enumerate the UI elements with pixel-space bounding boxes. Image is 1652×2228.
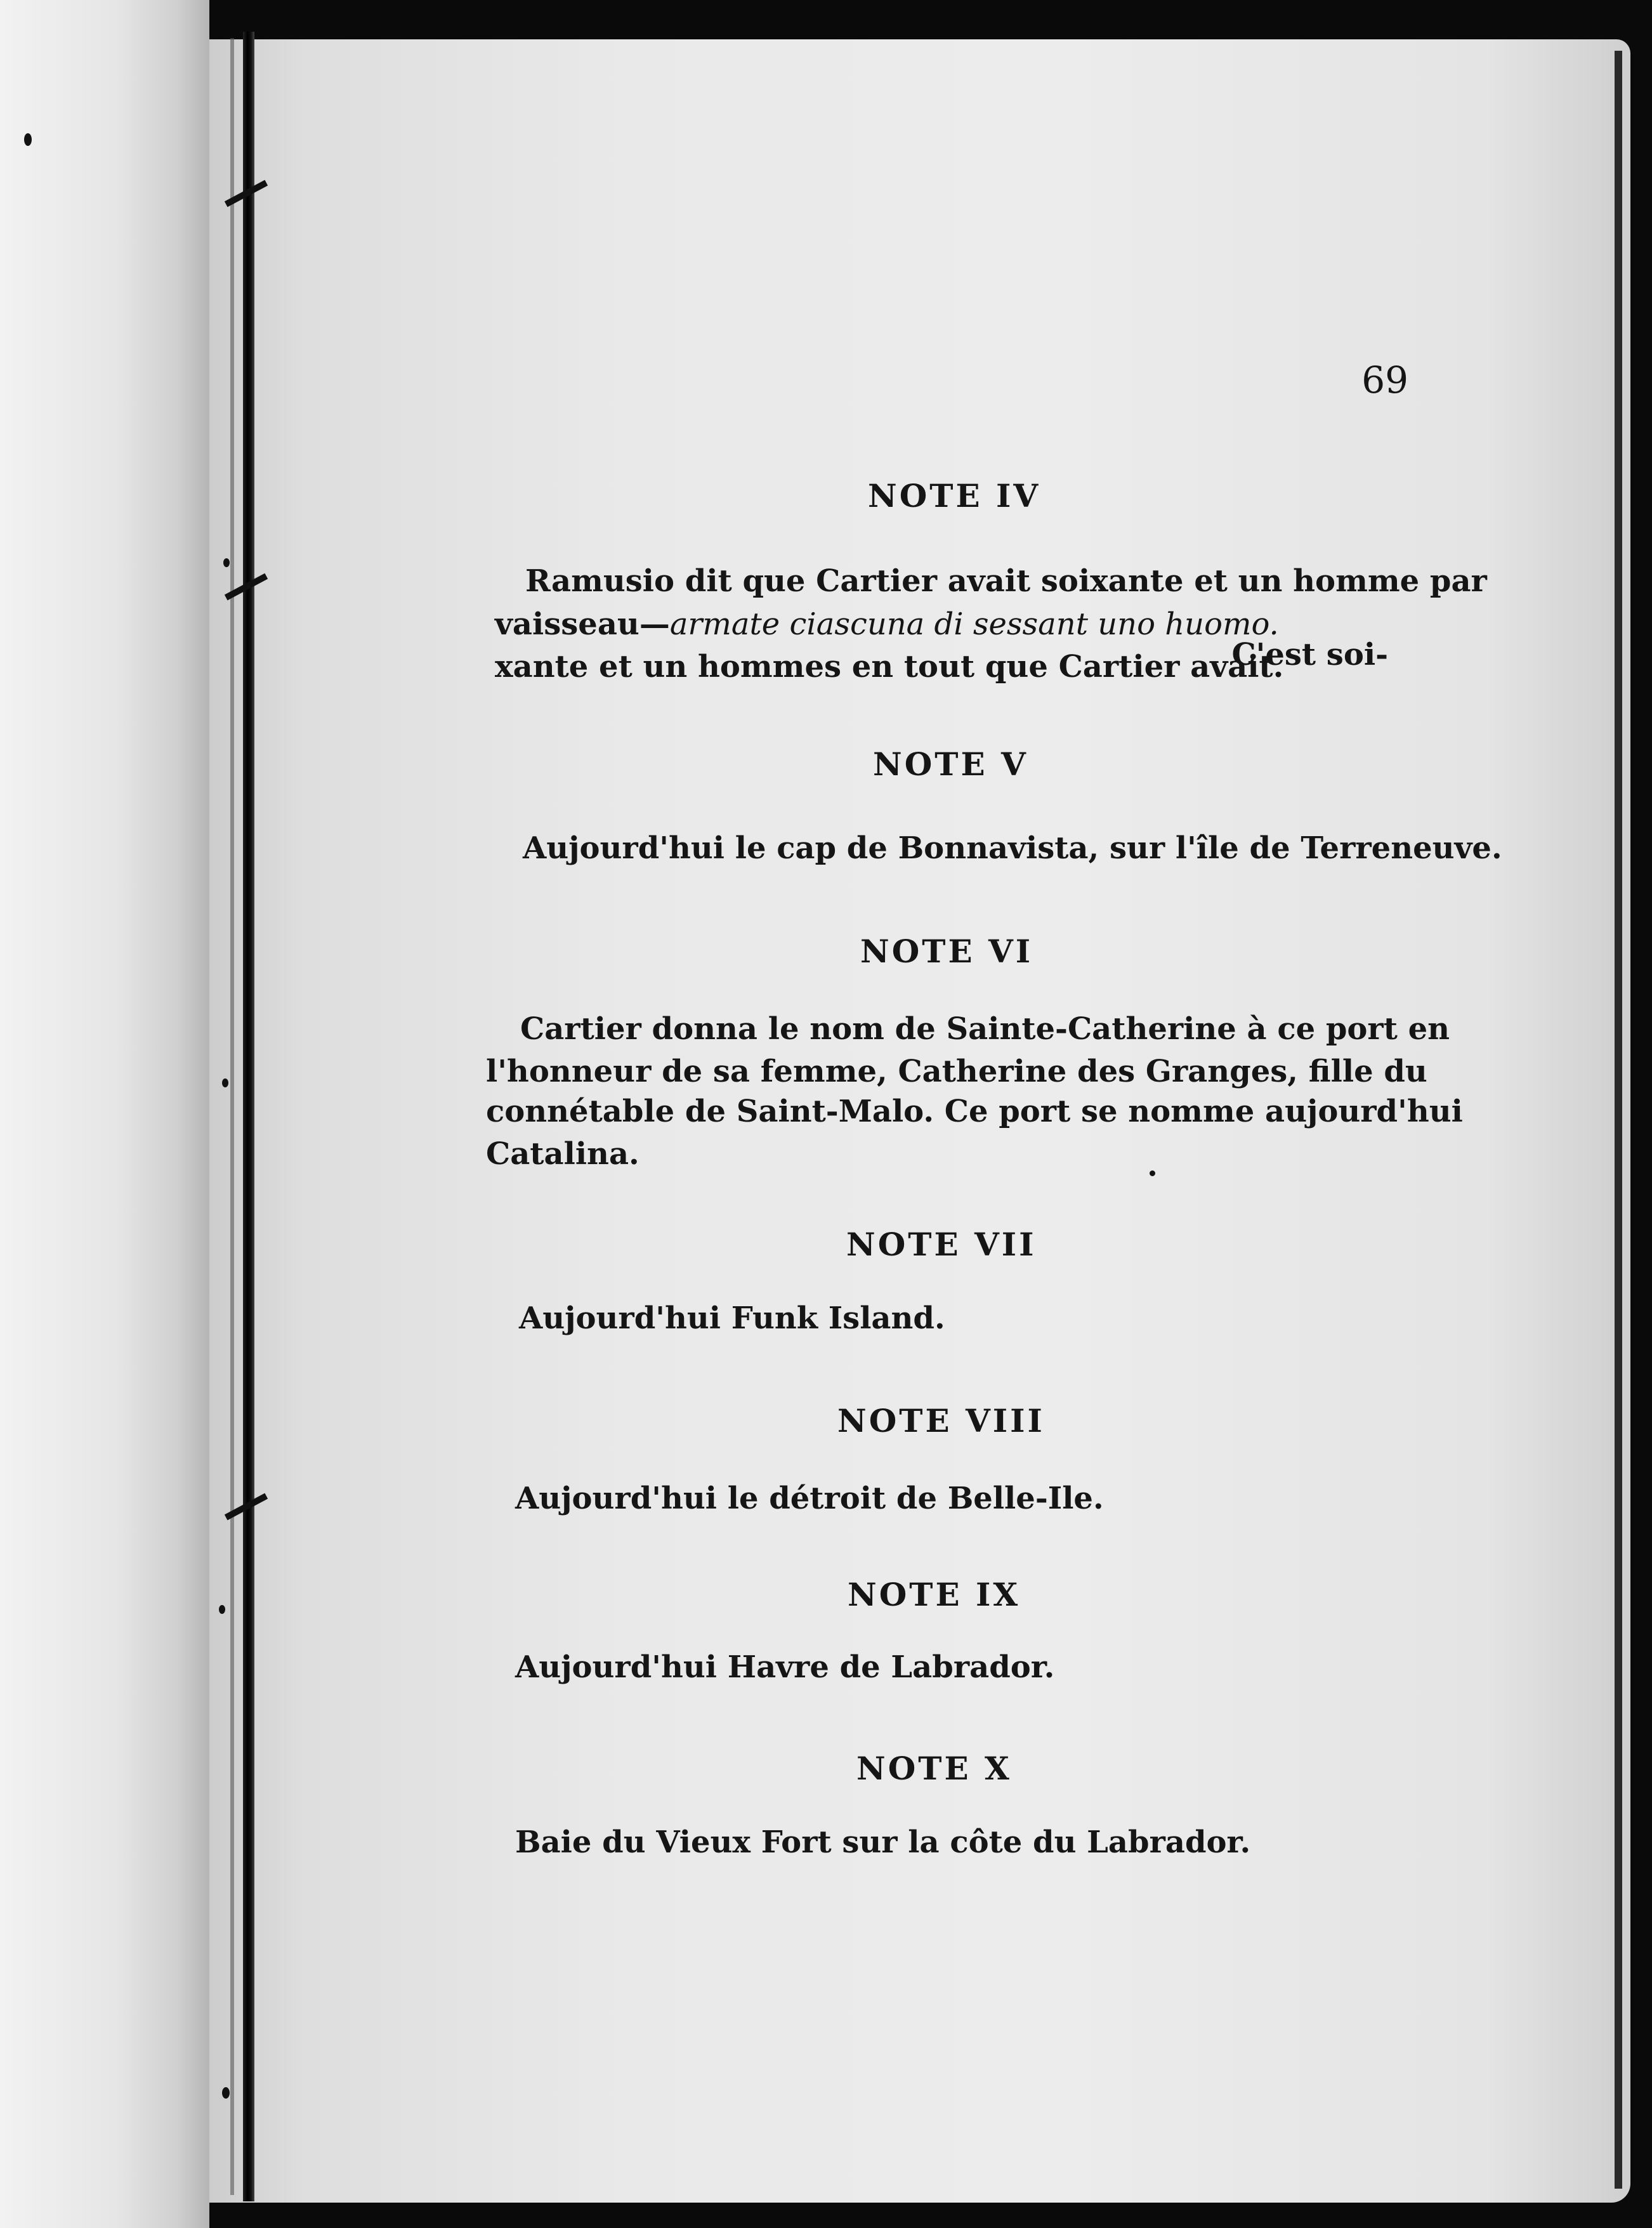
note-heading: NOTE IV — [868, 477, 1041, 514]
note-text-line: Baie du Vieux Fort sur la côte du Labrador. — [515, 1825, 1251, 1860]
note-text-line: Aujourd'hui le détroit de Belle-Ile. — [515, 1481, 1104, 1516]
note-heading: NOTE IX — [848, 1576, 1021, 1613]
note-heading: NOTE VIII — [837, 1402, 1045, 1439]
note-text-line: connétable de Saint-Malo. Ce port se nomme aujourd'hui — [486, 1094, 1463, 1129]
note-text-line: Aujourd'hui le cap de Bonnavista, sur l'île de Terreneuve. — [523, 830, 1502, 866]
page-number: 69 — [1361, 358, 1408, 402]
note-heading: NOTE VII — [846, 1226, 1037, 1263]
note-text-segment: C'est soi- — [1231, 637, 1388, 672]
italic-quotation: armate ciascuna di sessant uno huomo. — [669, 606, 1279, 642]
note-text-line: Aujourd'hui Funk Island. — [519, 1301, 945, 1336]
note-text-segment: vaisseau— — [495, 606, 670, 642]
note-text-line: Aujourd'hui Havre de Labrador. — [515, 1649, 1055, 1685]
note-text-line: Ramusio dit que Cartier avait soixante et un homme par — [525, 563, 1487, 599]
note-text-line: xante et un hommes en tout que Cartier avait. — [495, 649, 1284, 685]
note-heading: NOTE VI — [860, 933, 1033, 970]
note-text-line: Cartier donna le nom de Sainte-Catherine à ce port en — [520, 1011, 1450, 1047]
note-text-line: Catalina. — [486, 1136, 639, 1172]
note-heading: NOTE X — [856, 1750, 1012, 1787]
note-heading: NOTE V — [873, 745, 1028, 783]
note-text-line: l'honneur de sa femme, Catherine des Granges, fille du — [486, 1054, 1427, 1089]
